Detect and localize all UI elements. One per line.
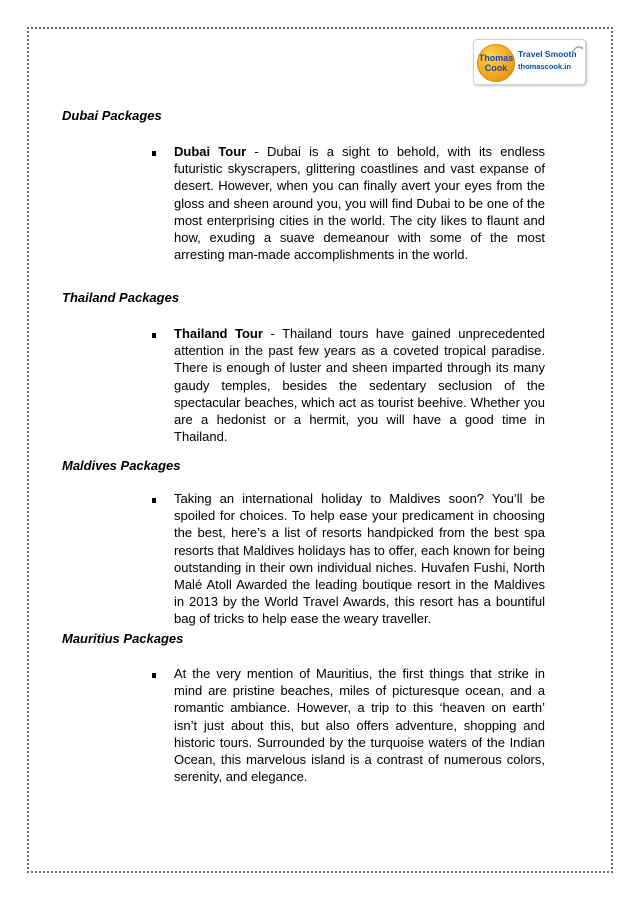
logo-tagline: Travel Smooth bbox=[518, 49, 577, 59]
logo-url: thomascook.in bbox=[518, 62, 571, 71]
bullet-icon bbox=[152, 498, 156, 503]
section-heading-mauritius: Mauritius Packages bbox=[62, 631, 184, 646]
item-body-thailand: - Thailand tours have gained unprecedented attention in the past few years as a coveted tropical paradise. There is enough of luster and sheen imparted through its many gaudy temples, besides the sedentary seclusion of the spectacular beaches, which act as tourist beehive. Whether you are a hedonist or a hermit, you will have a good time in Thailand. bbox=[174, 326, 545, 445]
section-item-dubai bbox=[174, 143, 545, 263]
bullet-icon bbox=[152, 151, 156, 156]
bullet-icon bbox=[152, 333, 156, 338]
logo-brand-line-2: Cook bbox=[484, 63, 508, 73]
logo-brand-line-1: Thomas bbox=[478, 53, 514, 63]
item-body-maldives: Taking an international holiday to Maldives soon? You’ll be spoiled for choices. To help ease your predicament in choosing the best, here’s a list of resorts handpicked from the best spa resorts that Maldives holidays has to offer, each known for being outstanding in their own individual niches. Huvafen Fushi, North Malé Atoll Awarded the leading boutique resort in the Maldives in 2013 by the World Travel Awards, this resort has a bountiful bag of tricks to help ease the weary traveller. bbox=[174, 491, 545, 627]
section-heading-maldives: Maldives Packages bbox=[62, 458, 181, 473]
item-body-mauritius: At the very mention of Mauritius, the first things that strike in mind are pristine beaches, miles of picturesque ocean, and a romantic ambiance. However, a trip to this ‘heaven on earth’ isn’t just about this, but also offers adventure, shopping and historic tours. Surrounded by the turquoise waters of the Indian Ocean, this marvelous island is a contrast of numerous colors, serenity, and elegance. bbox=[174, 666, 545, 785]
section-heading-thailand: Thailand Packages bbox=[62, 290, 180, 305]
bullet-icon bbox=[152, 673, 156, 678]
section-heading-dubai: Dubai Packages bbox=[62, 108, 162, 123]
item-lead-dubai: Dubai Tour bbox=[174, 144, 247, 159]
section-item-maldives bbox=[174, 490, 545, 628]
section-item-thailand bbox=[174, 325, 545, 445]
globe-icon bbox=[477, 44, 515, 82]
item-lead-thailand: Thailand Tour bbox=[174, 326, 263, 341]
swoosh-icon bbox=[571, 44, 583, 56]
thomas-cook-logo bbox=[473, 39, 586, 85]
item-body-dubai: - Dubai is a sight to behold, with its endless futuristic skyscrapers, glittering coastlines and vast expanse of desert. However, when you can finally avert your eyes from the gloss and sheen around you, you will find Dubai to be one of the most enterprising cities in the world. The city likes to flaunt and how, exuding a suave demeanour with some of the most arresting man-made accomplishments in the world. bbox=[174, 144, 545, 263]
section-item-mauritius bbox=[174, 665, 545, 785]
